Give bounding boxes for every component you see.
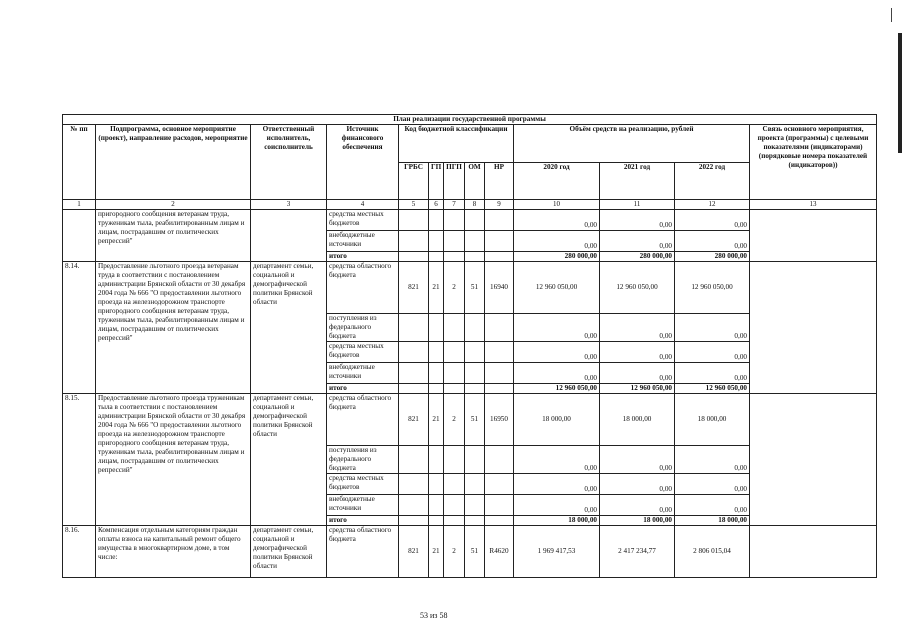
value-2022: 18 000,00 <box>675 393 750 445</box>
total-2022: 12 960 050,00 <box>675 383 750 393</box>
col-number: 12 <box>675 200 750 210</box>
code-pgp: 2 <box>444 525 465 577</box>
col-number: 4 <box>327 200 399 210</box>
scan-edge-mark <box>898 33 902 153</box>
table-title: План реализации государственной программы <box>63 115 877 125</box>
value-2021: 0,00 <box>600 362 675 383</box>
value-2022: 0,00 <box>675 313 750 341</box>
row-source: внебюджетные источники <box>327 494 399 515</box>
total-2020: 18 000,00 <box>514 515 600 525</box>
total-label: итого <box>327 515 399 525</box>
total-2020: 280 000,00 <box>514 251 600 261</box>
row-source: средства областного бюджета <box>327 393 399 445</box>
value-2021: 12 960 050,00 <box>600 261 675 313</box>
code-nr: 16940 <box>485 261 514 313</box>
header-2021: 2021 год <box>600 162 675 200</box>
header-volume: Объём средств на реализацию, рублей <box>514 125 750 163</box>
row-source: средства местных бюджетов <box>327 341 399 362</box>
value-2021: 0,00 <box>600 445 675 473</box>
row-executor <box>251 209 327 261</box>
value-2021: 2 417 234,77 <box>600 525 675 577</box>
header-no: № пп <box>63 125 96 200</box>
row-source: средства местных бюджетов <box>327 209 399 230</box>
value-2022: 0,00 <box>675 445 750 473</box>
total-label: итого <box>327 383 399 393</box>
table-title-row <box>63 115 877 125</box>
col-number: 8 <box>465 200 485 210</box>
value-2022: 2 806 015,04 <box>675 525 750 577</box>
row-name: Предоставление льготного проезда труженикам тыла в соответствии с постановлением администрации Брянской области от 30 декабря 2004 года № 666 "О предоставлении льготного проезда на железнодорожном транспорте пригородного сообщения ветеранам труда, труженикам тыла, реабилитированным лицам и лицам, пострадавшим от политических репрессий" <box>96 393 251 525</box>
scan-edge-tick <box>891 8 892 22</box>
value-2022: 12 960 050,00 <box>675 261 750 313</box>
header-nr: НР <box>485 162 514 200</box>
code-pgp: 2 <box>444 393 465 445</box>
row-name: пригородного сообщения ветеранам труда, труженикам тыла, реабилитированным лицам и лицам, пострадавшим от политических репрессий" <box>96 209 251 261</box>
value-2022: 0,00 <box>675 341 750 362</box>
value-2020: 0,00 <box>514 473 600 494</box>
header-om: ОМ <box>465 162 485 200</box>
code-om: 51 <box>465 393 485 445</box>
column-number-row <box>63 200 877 210</box>
total-2021: 12 960 050,00 <box>600 383 675 393</box>
col-number: 11 <box>600 200 675 210</box>
value-2020: 0,00 <box>514 313 600 341</box>
col-number: 13 <box>750 200 877 210</box>
col-number: 1 <box>63 200 96 210</box>
row-source: внебюджетные источники <box>327 362 399 383</box>
value-2020: 0,00 <box>514 362 600 383</box>
table-row <box>63 393 877 445</box>
total-label: итого <box>327 251 399 261</box>
col-number: 6 <box>429 200 444 210</box>
total-2022: 280 000,00 <box>675 251 750 261</box>
value-2020: 1 969 417,53 <box>514 525 600 577</box>
row-name: Компенсация отдельным категориям граждан оплаты взноса на капитальный ремонт общего имущества в многоквартирном доме, в том числе: <box>96 525 251 577</box>
code-grbs: 821 <box>399 393 429 445</box>
program-plan-table <box>62 114 877 578</box>
header-gp: ГП <box>429 162 444 200</box>
row-executor: департамент семьи, социальной и демографической политики Брянской области <box>251 393 327 525</box>
value-2021: 0,00 <box>600 313 675 341</box>
row-source: поступления из федерального бюджета <box>327 445 399 473</box>
value-2022: 0,00 <box>675 362 750 383</box>
value-2020: 0,00 <box>514 445 600 473</box>
row-name: Предоставление льготного проезда ветеранам труда в соответствии с постановлением администрации Брянской области от 30 декабря 2004 года № 666 "О предоставлении льготного проезда на железнодорожном транспорте пригородного сообщения ветеранам труда, труженикам тыла, реабилитированным лицам и лицам, пострадавшим от политических репрессий" <box>96 261 251 393</box>
code-nr: R4620 <box>485 525 514 577</box>
code-grbs: 821 <box>399 525 429 577</box>
value-2021: 18 000,00 <box>600 393 675 445</box>
row-source: поступления из федерального бюджета <box>327 313 399 341</box>
col-number: 9 <box>485 200 514 210</box>
value-2020: 12 960 050,00 <box>514 261 600 313</box>
col-number: 5 <box>399 200 429 210</box>
code-pgp: 2 <box>444 261 465 313</box>
col-number: 2 <box>96 200 251 210</box>
table-row <box>63 209 877 230</box>
col-number: 10 <box>514 200 600 210</box>
value-2020: 0,00 <box>514 209 600 230</box>
code-nr: 16950 <box>485 393 514 445</box>
row-source: средства местных бюджетов <box>327 473 399 494</box>
header-pgp: ПГП <box>444 162 465 200</box>
code-gp: 21 <box>429 261 444 313</box>
value-2022: 0,00 <box>675 230 750 251</box>
header-kbk: Код бюджетной классификации <box>399 125 514 163</box>
header-grbs: ГРБС <box>399 162 429 200</box>
code-om: 51 <box>465 525 485 577</box>
header-row <box>63 125 877 163</box>
header-source: Источник финансового обеспечения <box>327 125 399 200</box>
row-no <box>63 209 96 261</box>
table-row <box>63 525 877 577</box>
row-no: 8.15. <box>63 393 96 525</box>
row-source: средства областного бюджета <box>327 261 399 313</box>
total-2021: 280 000,00 <box>600 251 675 261</box>
value-2021: 0,00 <box>600 230 675 251</box>
value-2022: 0,00 <box>675 209 750 230</box>
row-executor: департамент семьи, социальной и демографической политики Брянской области <box>251 261 327 393</box>
value-2021: 0,00 <box>600 209 675 230</box>
value-2020: 18 000,00 <box>514 393 600 445</box>
header-name: Подпрограмма, основное мероприятие (проект), направление расходов, мероприятие <box>96 125 251 200</box>
code-grbs: 821 <box>399 261 429 313</box>
total-2022: 18 000,00 <box>675 515 750 525</box>
row-source: внебюджетные источники <box>327 230 399 251</box>
value-2020: 0,00 <box>514 230 600 251</box>
value-2020: 0,00 <box>514 494 600 515</box>
row-no: 8.16. <box>63 525 96 577</box>
value-2020: 0,00 <box>514 341 600 362</box>
header-2020: 2020 год <box>514 162 600 200</box>
row-executor: департамент семьи, социальной и демографической политики Брянской области <box>251 525 327 577</box>
row-no: 8.14. <box>63 261 96 393</box>
value-2021: 0,00 <box>600 473 675 494</box>
value-2022: 0,00 <box>675 494 750 515</box>
code-gp: 21 <box>429 393 444 445</box>
header-executor: Ответственный исполнитель, соисполнитель <box>251 125 327 200</box>
total-2020: 12 960 050,00 <box>514 383 600 393</box>
col-number: 7 <box>444 200 465 210</box>
row-source: средства областного бюджета <box>327 525 399 577</box>
total-2021: 18 000,00 <box>600 515 675 525</box>
value-2021: 0,00 <box>600 494 675 515</box>
header-link: Связь основного мероприятия, проекта (программы) с целевыми показателями (индикаторами) (порядковые номера показателей (индикаторов)) <box>750 125 877 200</box>
value-2021: 0,00 <box>600 341 675 362</box>
page-number: 53 из 58 <box>420 611 448 620</box>
header-2022: 2022 год <box>675 162 750 200</box>
value-2022: 0,00 <box>675 473 750 494</box>
code-om: 51 <box>465 261 485 313</box>
code-gp: 21 <box>429 525 444 577</box>
col-number: 3 <box>251 200 327 210</box>
table-row <box>63 261 877 313</box>
